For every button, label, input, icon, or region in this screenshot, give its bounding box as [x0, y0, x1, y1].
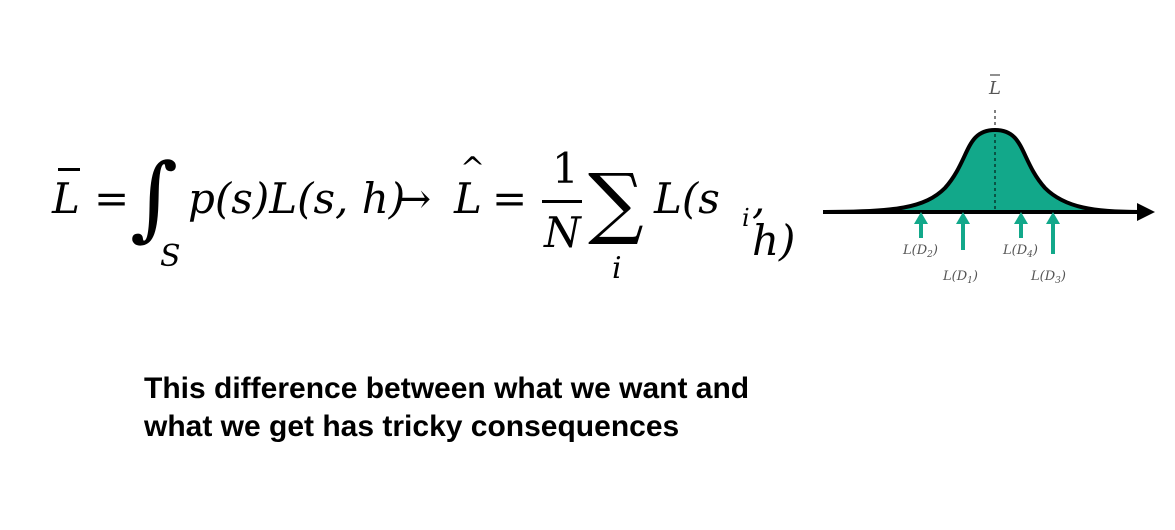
sample-label: $L(D_1)$	[943, 269, 978, 286]
caption-text: This difference between what we want and what we get has tricky consequences	[144, 372, 750, 443]
sample-arrow	[956, 212, 970, 250]
integral-sign: ∫	[130, 144, 178, 251]
arrow-icon: →	[396, 174, 432, 223]
fraction-bar	[542, 200, 582, 203]
integrand: p(s)L(s, h)	[188, 174, 406, 223]
sample-arrow	[1014, 212, 1028, 238]
equals-sign-2: =	[492, 174, 528, 223]
sample-label: $L(D_3)$	[1031, 269, 1066, 286]
true-loss-symbol: L	[52, 174, 80, 223]
sample-label: $L(D_2)$	[903, 243, 938, 260]
distribution-curve	[825, 130, 1140, 212]
sum-sign: ∑	[588, 158, 644, 248]
integral-domain: S	[160, 239, 181, 274]
sample-arrow	[914, 212, 928, 238]
axis-arrowhead-icon	[1137, 203, 1155, 221]
hat-accent: ^	[460, 151, 486, 186]
sum-index: i	[612, 251, 622, 286]
fraction-numerator: 1	[552, 144, 579, 193]
bar-accent	[58, 168, 80, 171]
summand-prefix: L(s	[654, 174, 720, 223]
summand-suffix: , h)	[752, 174, 796, 265]
sample-arrow	[1046, 212, 1060, 254]
sample-label: $L(D_4)$	[1003, 243, 1038, 260]
loss-equation	[52, 144, 812, 288]
fraction-denominator: N	[544, 208, 581, 257]
estimated-loss-symbol: L	[454, 174, 482, 223]
equals-sign: =	[94, 174, 130, 223]
summand-subscript: i	[742, 204, 750, 232]
mean-label: L	[989, 78, 1001, 99]
loss-distribution-diagram	[815, 70, 1165, 300]
